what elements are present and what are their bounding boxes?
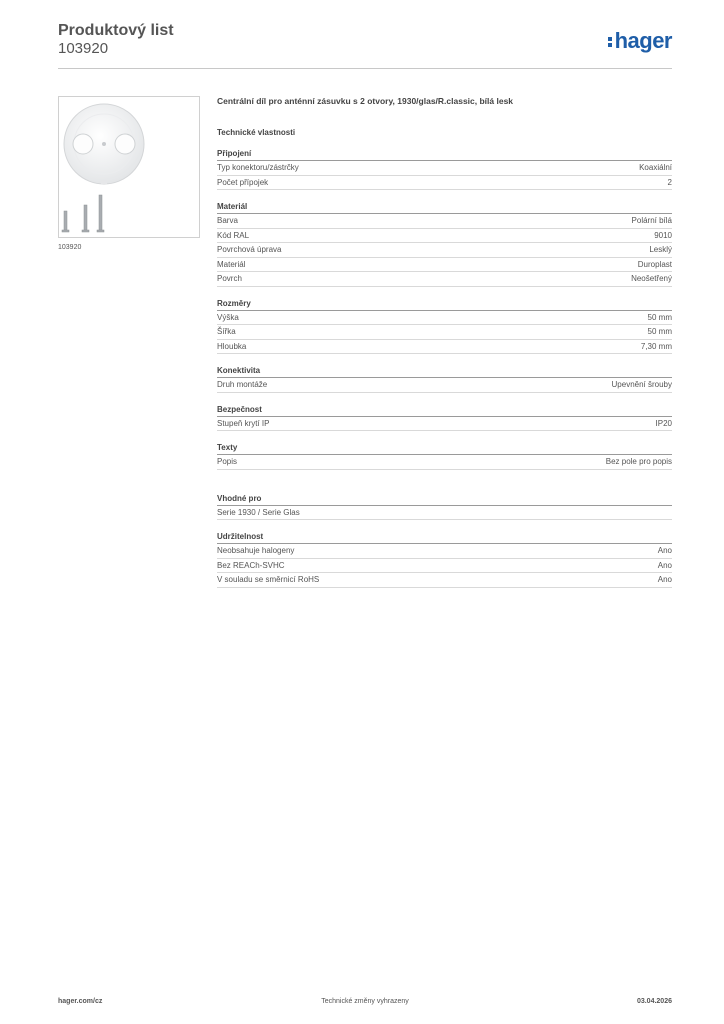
spec-value: 50 mm [647, 312, 672, 322]
spec-label: Povrchová úprava [217, 245, 282, 254]
spec-label: Počet přípojek [217, 177, 269, 187]
spec-value: Polární bílá [631, 216, 672, 225]
footer-website-link[interactable]: hager.com/cz [58, 998, 103, 1005]
product-image [58, 96, 200, 238]
spec-row [217, 325, 672, 340]
technical-properties-heading: Technické vlastnosti [217, 128, 296, 137]
logo-text: hager [614, 28, 672, 53]
spec-value: 50 mm [647, 327, 672, 336]
spec-row [217, 243, 672, 258]
header-divider [58, 68, 672, 69]
spec-value: Ano [657, 560, 672, 570]
spec-label: Druh montáže [217, 380, 268, 389]
section-vhodne-pro [217, 494, 672, 521]
spec-label: Výška [217, 312, 239, 322]
footer-date: 03.04.2026 [636, 998, 672, 1005]
spec-label: Serie 1930 / Serie Glas [217, 507, 300, 517]
spec-row [217, 272, 672, 287]
section-material [217, 202, 672, 287]
image-caption: 103920 [58, 244, 82, 251]
section-title: Konektivita [217, 366, 672, 378]
spec-value: Ano [657, 546, 672, 555]
section-title: Texty [217, 443, 672, 455]
spec-value: Lesklý [649, 245, 672, 254]
spec-row [217, 340, 672, 355]
spec-row [217, 573, 672, 588]
section-konektivita [217, 366, 672, 393]
spec-value: Neošetřený [631, 274, 672, 283]
section-title: Vhodné pro [217, 494, 672, 506]
page-title: Produktový list [58, 22, 174, 39]
product-picture-icon [59, 97, 199, 237]
section-udrzitelnost [217, 532, 672, 588]
section-title: Bezpečnost [217, 405, 672, 417]
spec-row [217, 417, 672, 432]
spec-label: Stupeň krytí IP [217, 418, 270, 428]
section-texty [217, 443, 672, 470]
specification-panel [217, 96, 672, 588]
spec-row [217, 544, 672, 559]
spec-label: Popis [217, 457, 238, 466]
spec-label: Kód RAL [217, 230, 250, 240]
spec-value: Bez pole pro popis [605, 457, 672, 466]
section-title: Materiál [217, 202, 672, 214]
section-bezpecnost [217, 405, 672, 432]
spec-value: 9010 [654, 230, 672, 240]
spec-row [217, 214, 672, 229]
spec-label: V souladu se směrnicí RoHS [217, 575, 320, 584]
footer-disclaimer: Technické změny vyhrazeny [321, 998, 409, 1005]
spec-row [217, 176, 672, 191]
spec-row [217, 455, 672, 470]
section-title: Udržitelnost [217, 532, 672, 544]
spec-row [217, 161, 672, 176]
spec-row [217, 258, 672, 273]
section-title: Připojení [217, 149, 672, 161]
spec-row [217, 311, 672, 326]
spec-label: Materiál [217, 259, 246, 269]
spec-label: Povrch [217, 274, 242, 283]
spec-row [217, 559, 672, 574]
spec-value: Koaxiální [639, 163, 672, 172]
spec-value: Ano [657, 575, 672, 584]
spec-label: Šířka [217, 327, 236, 336]
section-pripojeni [217, 149, 672, 190]
spec-label: Typ konektoru/zástrčky [217, 163, 299, 172]
page-header [58, 22, 672, 58]
logo-dots-icon [608, 35, 613, 49]
spec-row [217, 506, 672, 521]
spec-row [217, 229, 672, 244]
spec-label: Hloubka [217, 341, 247, 351]
spec-row [217, 378, 672, 393]
product-name: Centrální díl pro anténní zásuvku s 2 otvory, 1930/glas/R.classic, bílá lesk [217, 96, 514, 106]
spec-label: Bez REACh-SVHC [217, 560, 285, 570]
product-number: 103920 [58, 40, 109, 57]
spec-value: Upevnění šrouby [611, 380, 672, 389]
spec-value: 2 [667, 177, 672, 187]
spec-value: Duroplast [637, 259, 672, 269]
section-rozmery [217, 299, 672, 355]
section-title: Rozměry [217, 299, 672, 311]
spec-label: Barva [217, 216, 238, 225]
spec-value: 7,30 mm [640, 341, 672, 351]
spec-label: Neobsahuje halogeny [217, 546, 295, 555]
hager-logo [608, 28, 672, 54]
spec-value: IP20 [655, 418, 672, 428]
